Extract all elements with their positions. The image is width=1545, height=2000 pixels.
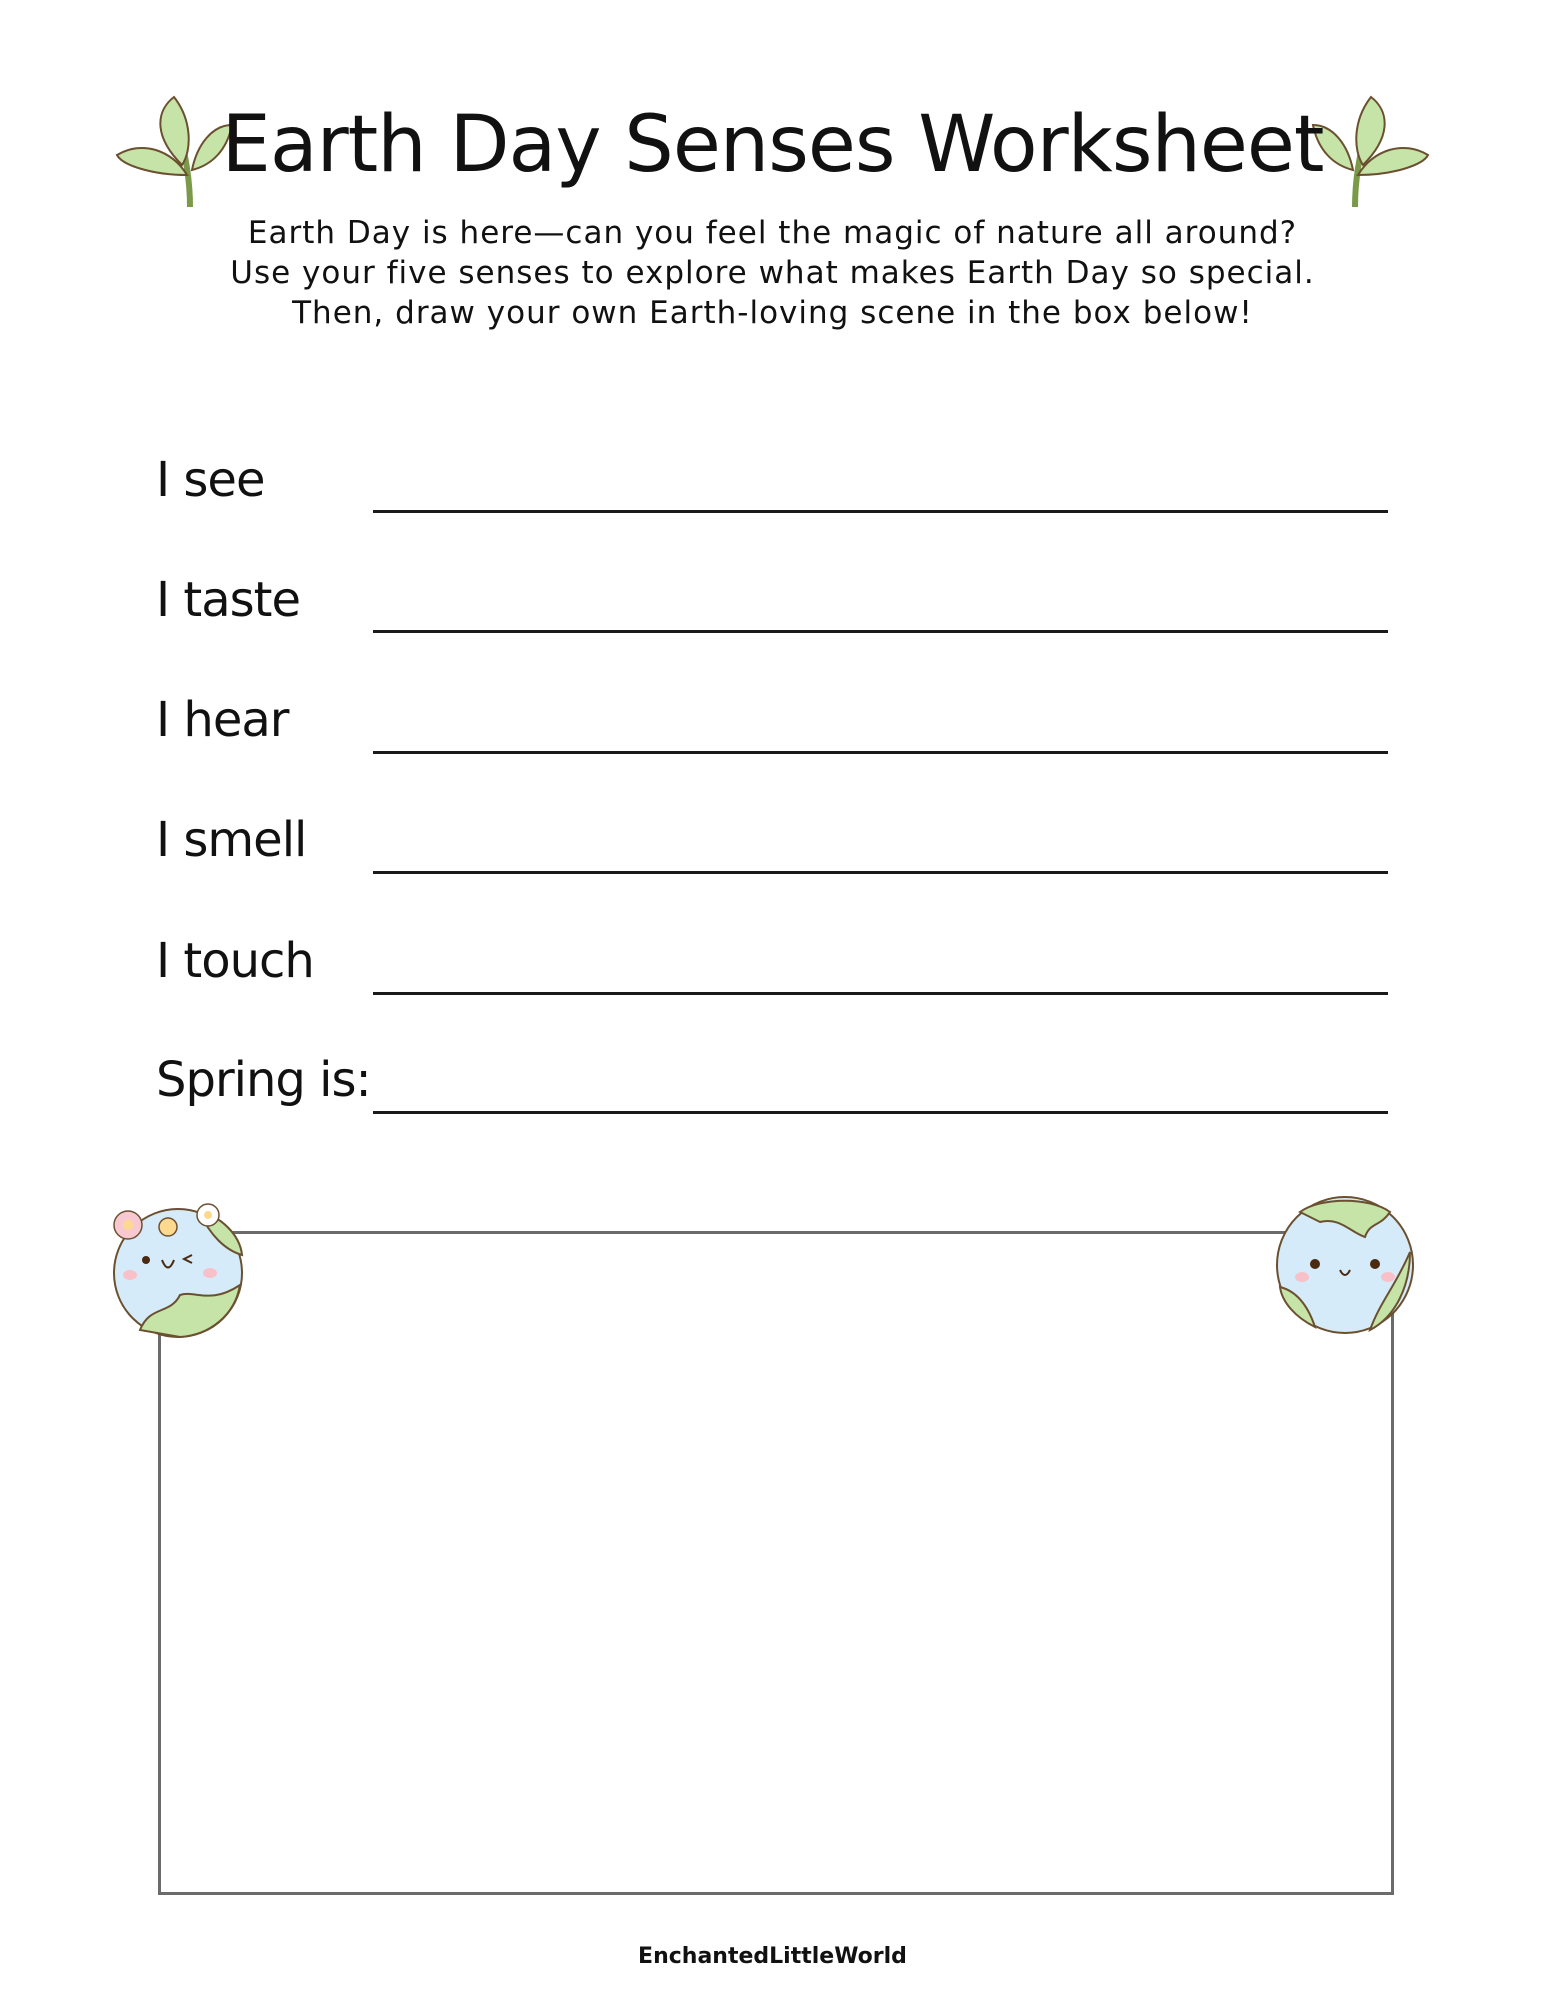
prompt-label-smell: I smell: [156, 812, 307, 868]
drawing-box[interactable]: [158, 1231, 1394, 1895]
intro-line: Earth Day is here—can you feel the magic of nature all around?: [247, 215, 1298, 251]
prompt-label-hear: I hear: [156, 692, 289, 748]
prompt-label-spring: Spring is:: [156, 1052, 371, 1108]
prompt-label-touch: I touch: [156, 933, 314, 989]
answer-line-see[interactable]: [373, 510, 1388, 513]
prompt-label-see: I see: [156, 452, 265, 508]
intro-line: Then, draw your own Earth-loving scene in the box below!: [292, 295, 1253, 331]
intro-line: Use your five senses to explore what makes Earth Day so special.: [230, 255, 1315, 291]
earth-with-flowers-icon: [100, 1195, 250, 1340]
page-title: Earth Day Senses Worksheet: [221, 100, 1324, 190]
earth-smiling-icon: [1270, 1192, 1420, 1337]
answer-line-touch[interactable]: [373, 992, 1388, 995]
answer-line-hear[interactable]: [373, 751, 1388, 754]
answer-line-spring[interactable]: [373, 1111, 1388, 1114]
answer-line-smell[interactable]: [373, 871, 1388, 874]
answer-line-taste[interactable]: [373, 630, 1388, 633]
brand-footer: EnchantedLittleWorld: [638, 1944, 907, 1969]
prompt-label-taste: I taste: [156, 572, 301, 628]
